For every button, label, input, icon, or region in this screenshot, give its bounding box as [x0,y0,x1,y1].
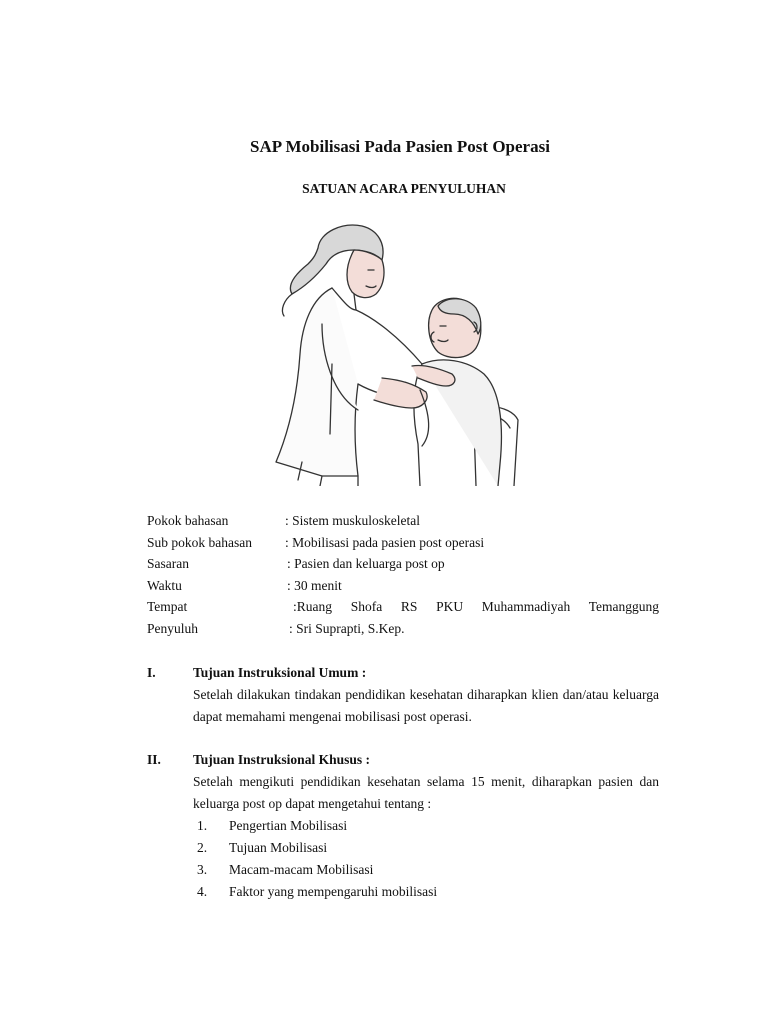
section-number: II. [147,752,161,767]
info-row [147,596,659,618]
info-label: Waktu [147,577,182,593]
section-paragraph: Setelah dilakukan tindakan pendidikan kesehatan diharapkan klien dan/atau keluarga dapat memahami mengenai mobilisasi post operasi. [193,687,659,724]
list-text: Tujuan Mobilisasi [229,840,328,855]
list-item [197,881,659,903]
info-row [147,575,659,597]
info-row [147,618,659,640]
list-number: 4. [197,884,208,899]
info-row [147,532,659,554]
list-number: 3. [197,862,208,877]
info-row [147,510,659,532]
objective-list [197,815,659,903]
info-value: : Sistem muskuloskeletal [285,513,420,528]
nurse-patient-illustration [262,214,526,486]
info-value: : Pasien dan keluarga post op [287,556,445,571]
list-number: 2. [197,840,208,855]
section-paragraph: Setelah mengikuti pendidikan kesehatan selama 15 menit, diharapkan pasien dan keluarga post op dapat mengetahui tentang : [193,774,659,811]
list-text: Faktor yang mempengaruhi mobilisasi [229,884,438,899]
info-value: : Sri Suprapti, S.Kep. [289,620,405,636]
list-number: 1. [197,818,208,833]
document-title: SAP Mobilisasi Pada Pasien Post Operasi [250,137,550,156]
section-general-objective [147,662,659,728]
section-header [147,749,659,771]
info-value: :Ruang Shofa RS PKU Muhammadiyah Temanggung [293,599,659,614]
info-label: Sub pokok bahasan [147,534,252,550]
document-subtitle: SATUAN ACARA PENYULUHAN [302,181,506,196]
list-item [197,815,659,837]
info-label: Penyuluh [147,620,199,636]
list-item [197,859,659,881]
list-text: Pengertian Mobilisasi [229,818,348,833]
section-header [147,662,659,684]
info-label: Sasaran [147,556,189,571]
section-heading: Tujuan Instruksional Umum : [193,665,367,680]
info-row [147,553,659,575]
list-item [197,837,659,859]
info-value: : 30 menit [287,577,342,593]
info-label: Pokok bahasan [147,513,229,528]
section-heading: Tujuan Instruksional Khusus : [193,752,370,767]
section-number: I. [147,665,156,680]
section-specific-objective [147,749,659,903]
info-value: : Mobilisasi pada pasien post operasi [285,534,485,550]
info-table [147,510,659,639]
list-text: Macam-macam Mobilisasi [229,862,374,877]
info-label: Tempat [147,599,188,614]
